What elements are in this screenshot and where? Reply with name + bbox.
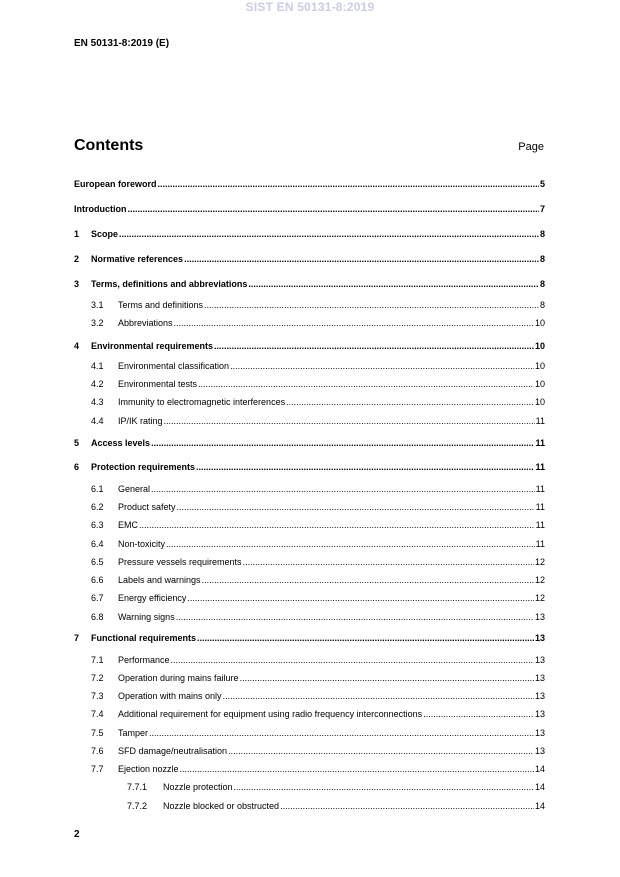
toc-entry[interactable] bbox=[74, 462, 545, 473]
toc-entry-page: 13 bbox=[534, 691, 545, 701]
toc-leader-dots bbox=[128, 204, 539, 215]
toc-entry-title: Warning signs bbox=[118, 612, 175, 622]
toc-entry-title: Environmental tests bbox=[118, 379, 198, 389]
toc-leader-dots bbox=[196, 462, 534, 473]
toc-entry-title: Environmental requirements bbox=[91, 341, 214, 351]
toc-entry[interactable] bbox=[91, 300, 545, 311]
toc-entry-title: Additional requirement for equipment using radio frequency interconnections bbox=[118, 709, 423, 719]
toc-entry-number: 6.2 bbox=[91, 502, 104, 512]
toc-entry-page: 14 bbox=[534, 782, 545, 792]
toc-entry[interactable] bbox=[91, 655, 545, 666]
toc-entry-page: 12 bbox=[534, 575, 545, 585]
toc-entry-page: 8 bbox=[539, 300, 545, 310]
toc-entry-number: 3.1 bbox=[91, 300, 104, 310]
contents-heading: Contents bbox=[74, 137, 144, 154]
toc-entry-page: 11 bbox=[535, 416, 545, 426]
toc-entry-number: 7 bbox=[74, 633, 80, 643]
toc-entry[interactable] bbox=[91, 416, 545, 427]
toc-entry-title: Operation with mains only bbox=[118, 691, 222, 701]
toc-entry-title: Introduction bbox=[74, 204, 127, 214]
toc-entry-page: 11 bbox=[535, 502, 545, 512]
toc-entry[interactable] bbox=[74, 341, 545, 352]
toc-entry-title: Performance bbox=[118, 655, 170, 665]
toc-entry[interactable] bbox=[74, 179, 545, 190]
document-id-header: EN 50131-8:2019 (E) bbox=[74, 38, 170, 49]
toc-leader-dots bbox=[166, 539, 535, 550]
toc-entry-title: European foreword bbox=[74, 179, 157, 189]
toc-leader-dots bbox=[174, 318, 534, 329]
toc-entry-page: 8 bbox=[539, 229, 545, 239]
toc-entry-page: 11 bbox=[535, 438, 545, 448]
toc-leader-dots bbox=[184, 254, 539, 265]
toc-entry-page: 5 bbox=[539, 179, 545, 189]
toc-entry-page: 10 bbox=[534, 341, 545, 351]
toc-entry-title: IP/IK rating bbox=[118, 416, 163, 426]
toc-entry-number: 4.2 bbox=[91, 379, 104, 389]
toc-entry-page: 10 bbox=[534, 318, 545, 328]
toc-entry[interactable] bbox=[74, 279, 545, 290]
toc-entry-number: 7.7.1 bbox=[127, 782, 148, 792]
toc-entry-page: 13 bbox=[534, 655, 545, 665]
toc-entry-page: 10 bbox=[534, 397, 545, 407]
toc-entry-page: 11 bbox=[535, 484, 545, 494]
toc-entry-number: 7.2 bbox=[91, 673, 104, 683]
toc-entry-number: 6.4 bbox=[91, 539, 104, 549]
toc-entry-number: 4 bbox=[74, 341, 80, 351]
toc-entry-title: Access levels bbox=[91, 438, 151, 448]
toc-leader-dots bbox=[248, 279, 539, 290]
toc-leader-dots bbox=[214, 341, 534, 352]
toc-entry-number: 6.6 bbox=[91, 575, 104, 585]
toc-leader-dots bbox=[187, 593, 534, 604]
page-column-label: Page bbox=[518, 141, 544, 153]
toc-leader-dots bbox=[176, 612, 534, 623]
toc-entry-page: 11 bbox=[535, 520, 545, 530]
toc-leader-dots bbox=[171, 655, 534, 666]
toc-entry[interactable] bbox=[74, 229, 545, 240]
toc-entry-title: Non-toxicity bbox=[118, 539, 166, 549]
toc-leader-dots bbox=[139, 520, 535, 531]
toc-entry-number: 6.5 bbox=[91, 557, 104, 567]
toc-entry[interactable] bbox=[91, 673, 545, 684]
toc-entry-title: Functional requirements bbox=[91, 633, 197, 643]
toc-entry[interactable] bbox=[74, 204, 545, 215]
toc-entry-number: 7.6 bbox=[91, 746, 104, 756]
toc-entry-page: 13 bbox=[534, 673, 545, 683]
toc-leader-dots bbox=[223, 691, 534, 702]
toc-entry[interactable] bbox=[91, 318, 545, 329]
toc-entry-title: Abbreviations bbox=[118, 318, 173, 328]
toc-leader-dots bbox=[149, 728, 534, 739]
toc-leader-dots bbox=[240, 673, 534, 684]
page-number: 2 bbox=[74, 829, 80, 840]
toc-entry-number: 7.4 bbox=[91, 709, 104, 719]
toc-leader-dots bbox=[204, 300, 539, 311]
watermark: SIST EN 50131-8:2019 bbox=[245, 0, 375, 14]
toc-entry[interactable] bbox=[91, 539, 545, 550]
toc-entry[interactable] bbox=[91, 379, 545, 390]
toc-entry[interactable] bbox=[91, 520, 545, 531]
toc-entry-title: Nozzle protection bbox=[163, 782, 233, 792]
toc-entry-number: 7.5 bbox=[91, 728, 104, 738]
toc-entry-page: 14 bbox=[534, 801, 545, 811]
toc-entry-page: 8 bbox=[539, 254, 545, 264]
toc-entry-title: Pressure vessels requirements bbox=[118, 557, 242, 567]
toc-entry-number: 6.3 bbox=[91, 520, 104, 530]
toc-leader-dots bbox=[177, 502, 535, 513]
toc-entry[interactable] bbox=[91, 557, 545, 568]
toc-entry[interactable] bbox=[74, 633, 545, 644]
toc-leader-dots bbox=[158, 179, 539, 190]
toc-entry[interactable] bbox=[91, 709, 545, 720]
toc-entry-number: 4.1 bbox=[91, 361, 104, 371]
toc-entry-title: Terms and definitions bbox=[118, 300, 204, 310]
toc-entry[interactable] bbox=[91, 746, 545, 757]
toc-entry-title: Scope bbox=[91, 229, 119, 239]
toc-leader-dots bbox=[423, 709, 534, 720]
toc-entry[interactable] bbox=[91, 593, 545, 604]
toc-entry-number: 6.7 bbox=[91, 593, 104, 603]
toc-entry-title: Product safety bbox=[118, 502, 176, 512]
toc-leader-dots bbox=[234, 782, 534, 793]
toc-entry-number: 7.7.2 bbox=[127, 801, 148, 811]
toc-entry-page: 13 bbox=[534, 612, 545, 622]
toc-entry-title: Environmental classification bbox=[118, 361, 230, 371]
toc-entry-title: Energy efficiency bbox=[118, 593, 187, 603]
toc-entry-number: 6 bbox=[74, 462, 80, 472]
toc-entry[interactable] bbox=[91, 764, 545, 775]
toc-entry-page: 13 bbox=[534, 746, 545, 756]
toc-leader-dots bbox=[280, 801, 534, 812]
toc-entry[interactable] bbox=[127, 782, 545, 793]
toc-entry[interactable] bbox=[127, 801, 545, 812]
toc-entry-number: 6.1 bbox=[91, 484, 104, 494]
toc-entry[interactable] bbox=[74, 254, 545, 265]
toc-entry[interactable] bbox=[74, 438, 545, 449]
toc-entry-number: 3 bbox=[74, 279, 80, 289]
toc-entry[interactable] bbox=[91, 502, 545, 513]
toc-leader-dots bbox=[119, 229, 539, 240]
toc-entry-number: 2 bbox=[74, 254, 80, 264]
toc-entry-title: Operation during mains failure bbox=[118, 673, 239, 683]
toc-entry-page: 11 bbox=[535, 539, 545, 549]
toc-entry[interactable] bbox=[91, 397, 545, 408]
toc-entry-number: 4.4 bbox=[91, 416, 104, 426]
toc-entry-number: 1 bbox=[74, 229, 80, 239]
toc-entry-title: SFD damage/neutralisation bbox=[118, 746, 228, 756]
toc-entry-page: 12 bbox=[534, 557, 545, 567]
toc-leader-dots bbox=[228, 746, 534, 757]
toc-entry-page: 7 bbox=[539, 204, 545, 214]
toc-entry-title: General bbox=[118, 484, 151, 494]
toc-leader-dots bbox=[202, 575, 534, 586]
toc-entry-number: 7.7 bbox=[91, 764, 104, 774]
toc-entry-number: 6.8 bbox=[91, 612, 104, 622]
toc-entry-number: 4.3 bbox=[91, 397, 104, 407]
toc-entry[interactable] bbox=[91, 575, 545, 586]
toc-entry-number: 7.3 bbox=[91, 691, 104, 701]
toc-leader-dots bbox=[230, 361, 534, 372]
toc-entry-page: 13 bbox=[534, 709, 545, 719]
toc-entry[interactable] bbox=[91, 361, 545, 372]
toc-entry-title: EMC bbox=[118, 520, 138, 530]
toc-entry-title: Terms, definitions and abbreviations bbox=[91, 279, 248, 289]
toc-entry-title: Protection requirements bbox=[91, 462, 196, 472]
toc-leader-dots bbox=[198, 379, 534, 390]
toc-entry-number: 3.2 bbox=[91, 318, 104, 328]
toc-entry[interactable] bbox=[91, 691, 545, 702]
toc-entry-page: 10 bbox=[534, 379, 545, 389]
toc-leader-dots bbox=[197, 633, 534, 644]
toc-entry-number: 7.1 bbox=[91, 655, 104, 665]
toc-entry-title: Ejection nozzle bbox=[118, 764, 179, 774]
toc-entry[interactable] bbox=[91, 612, 545, 623]
toc-entry[interactable] bbox=[91, 484, 545, 495]
toc-entry[interactable] bbox=[91, 728, 545, 739]
toc-leader-dots bbox=[180, 764, 534, 775]
toc-entry-page: 13 bbox=[534, 633, 545, 643]
toc-leader-dots bbox=[151, 484, 535, 495]
toc-leader-dots bbox=[151, 438, 534, 449]
toc-entry-page: 12 bbox=[534, 593, 545, 603]
toc-entry-number: 5 bbox=[74, 438, 80, 448]
toc-entry-page: 8 bbox=[539, 279, 545, 289]
toc-entry-title: Immunity to electromagnetic interferences bbox=[118, 397, 286, 407]
toc-entry-title: Nozzle blocked or obstructed bbox=[163, 801, 280, 811]
toc-leader-dots bbox=[243, 557, 534, 568]
toc-entry-page: 11 bbox=[535, 462, 545, 472]
toc-entry-title: Tamper bbox=[118, 728, 149, 738]
toc-entry-page: 10 bbox=[534, 361, 545, 371]
toc-entry-title: Normative references bbox=[91, 254, 184, 264]
toc-leader-dots bbox=[286, 397, 534, 408]
toc-entry-page: 14 bbox=[534, 764, 545, 774]
toc-leader-dots bbox=[164, 416, 535, 427]
toc-entry-page: 13 bbox=[534, 728, 545, 738]
toc-entry-title: Labels and warnings bbox=[118, 575, 201, 585]
